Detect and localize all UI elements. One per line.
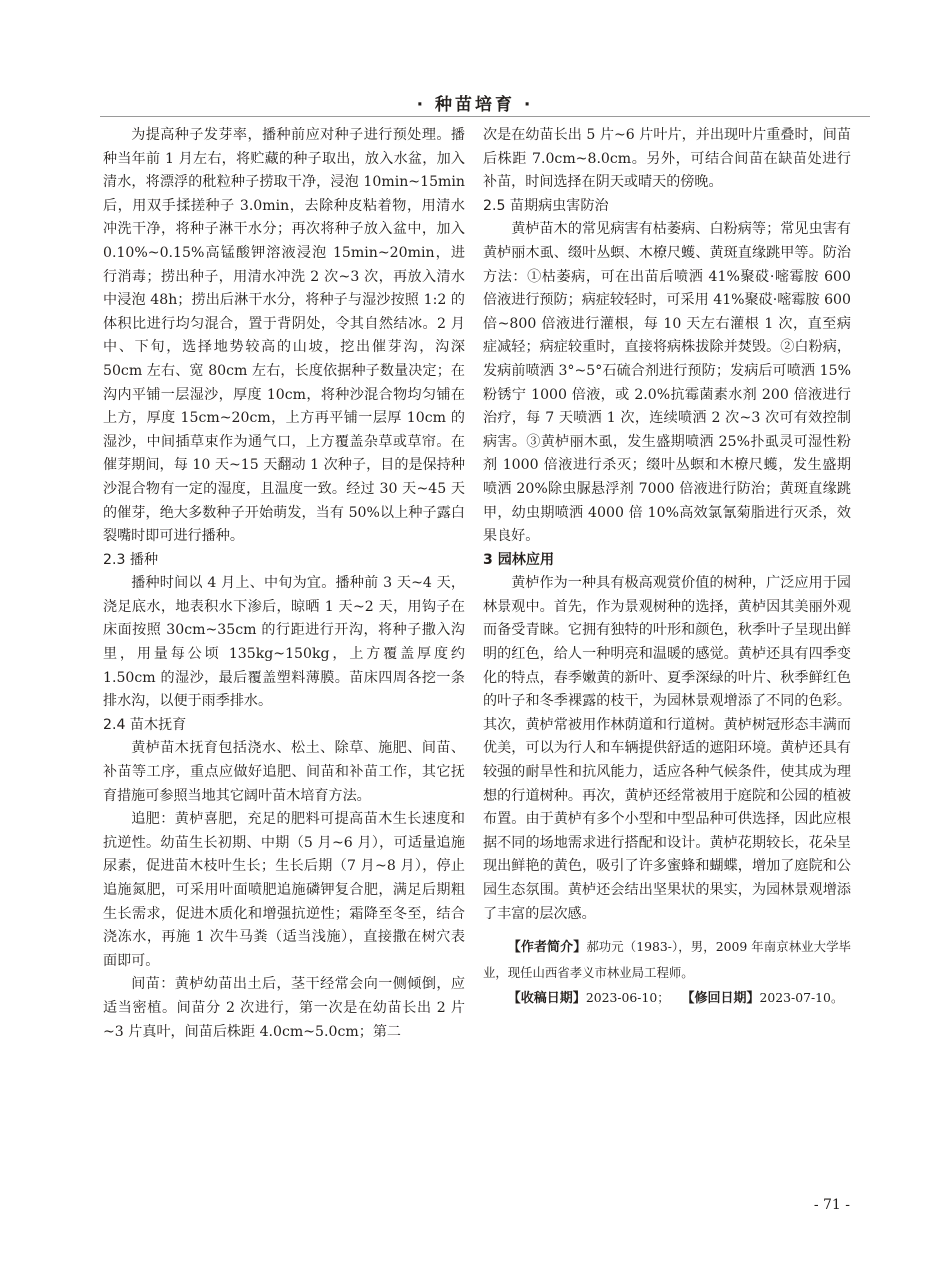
received-tag: 【收稿日期】 — [507, 991, 586, 1007]
paragraph-fertilizing: 追肥：黄栌喜肥，充足的肥料可提高苗木生长速度和抗逆性。幼苗生长初期、中期（5 月~6 月），可适量追施尿素，促进苗木枝叶生长；生长后期（7 月~8 月），停止追施氮肥，可采用叶面喷肥追施磷钾复合肥，满足后期粗生长需求，促进木质化和增强抗逆性；霜降至冬至，结合浇冻水，再施 1 次牛马粪（适当浅施），直接撒在树穴表面即可。 — [103, 811, 465, 969]
page-number: - 71 - — [813, 1197, 850, 1213]
author-note-text: 郝功元（1983-），男，2009 年南京林业大学毕业，现任山西省孝义市林业局工程师。 — [483, 939, 851, 981]
received-date: 2023-06-10； — [585, 990, 670, 1006]
revised-tag: 【修回日期】 — [681, 991, 760, 1007]
paragraph-pest-control: 黄栌苗木的常见病害有枯萎病、白粉病等；常见虫害有黄栌丽木虱、缀叶丛螟、木橑尺蠖、黄斑直缘跳甲等。防治方法：①枯萎病，可在出苗后喷洒 41%聚砹·嘧霉胺 600 倍液进行预防；病症较轻时，可采用 41%聚砹·嘧霉胺 600 倍~800 倍液进行灌根，每 10 天左右灌根 1 次，直至病症减轻；病症较重时，直接将病株拔除并焚毁。②白粉病，发病前喷洒 3°~5°石硫合剂进行预防；发病后可喷洒 15%粉锈宁 1000 倍液，或 2.0%抗霉菌素水剂 200 倍液进行治疗，每 7 天喷洒 1 次，连续喷洒 2 次~3 次可有效控制病害。③黄栌丽木虱，发生盛期喷洒 25%扑虱灵可湿性粉剂 1000 倍液进行杀灭；缀叶丛螟和木橑尺蠖，发生盛期喷洒 20%除虫脲悬浮剂 7000 倍液进行防治；黄斑直缘跳甲，幼虫期喷洒 4000 倍 10%高效氯氰菊脂进行灭杀，效果良好。 — [483, 221, 851, 545]
revised-date: 2023-07-10。 — [759, 990, 844, 1006]
heading-pest-control: 2.5 苗期病虫害防治 — [483, 197, 609, 214]
paragraph-seedling-care: 黄栌苗木抚育包括浇水、松土、除草、施肥、间苗、补苗等工序，重点应做好追肥、间苗和补苗工作，其它抚育措施可参照当地其它阔叶苗木培育方法。 — [103, 740, 465, 804]
heading-seedling-care: 2.4 苗木抚育 — [103, 716, 187, 733]
paragraph-thinning-continued: 次是在幼苗长出 5 片~6 片叶片，并出现叶片重叠时，间苗后株距 7.0cm~8.0cm。另外，可结合间苗在缺苗处进行补苗，时间选择在阴天或晴天的傍晚。 — [483, 127, 851, 191]
paragraph-garden-application: 黄栌作为一种具有极高观赏价值的树种，广泛应用于园林景观中。首先，作为景观树种的选择，黄栌因其美丽外观而备受青睐。它拥有独特的叶形和颜色，秋季叶子呈现出鲜明的红色，给人一种明亮和温暖的感觉。黄栌还具有四季变化的特点，春季嫩黄的新叶、夏季深绿的叶片、秋季鲜红色的叶子和冬季裸露的枝干，为园林景观增添了不同的色彩。其次，黄栌常被用作林荫道和行道树。黄栌树冠形态丰满而优美，可以为行人和车辆提供舒适的遮阳环境。黄栌还具有较强的耐旱性和抗风能力，适应各种气候条件，使其成为理想的行道树种。再次，黄栌还经常被用于庭院和公园的植被布置。由于黄栌有多个小型和中型品种可供选择，因此应根据不同的场地需求进行搭配和设计。黄栌花期较长，花朵呈现出鲜艳的黄色，吸引了许多蜜蜂和蝴蝶，增加了庭院和公园生态氛围。黄栌还会结出坚果状的果实，为园林景观增添了丰富的层次感。 — [483, 575, 851, 922]
header-divider — [100, 116, 870, 117]
section-header: · 种苗培育 · — [416, 95, 534, 115]
author-note — [483, 934, 851, 985]
paragraph-seed-pretreatment: 为提高种子发芽率，播种前应对种子进行预处理。播种当年前 1 月左右，将贮藏的种子取出，放入水盆，加入清水，将漂浮的秕粒种子捞取干净，浸泡 10min~15min 后，用双手揉搓种子 3.0min，去除种皮粘着物，用清水冲洗干净，将种子淋干水分；再次将种子放入盆中，加入 0.10%~0.15%高锰酸钾溶液浸泡 15min~20min，进行消毒；捞出种子，用清水冲洗 2 次~3 次，再放入清水中浸泡 48h；捞出后淋干水分，将种子与湿沙按照 1:2 的体积比进行均匀混合，置于背阴处，令其自然结冰。2 月中、下旬，选择地势较高的山坡，挖出催芽沟，沟深 50cm 左右、宽 80cm 左右，长度依据种子数量决定；在沟内平铺一层湿沙，厚度 10cm，将种沙混合物均匀铺在上方，厚度 15cm~20cm，上方再平铺一层厚 10cm 的湿沙，中间插草束作为通气口，上方覆盖杂草或草帘。在催芽期间，每 10 天~15 天翻动 1 次种子，目的是保持种沙混合物有一定的湿度，且温度一致。经过 30 天~45 天的催芽，绝大多数种子开始萌发，当有 50%以上种子露白裂嘴时即可进行播种。 — [103, 127, 465, 545]
heading-garden-application: 3 园林应用 — [483, 551, 555, 568]
right-column — [483, 124, 851, 1011]
left-column — [103, 124, 465, 1044]
dates-line — [483, 985, 851, 1011]
paragraph-thinning: 间苗：黄栌幼苗出土后，茎干经常会向一侧倾倒，应适当密植。间苗分 2 次进行，第一次是在幼苗长出 2 片~3 片真叶，间苗后株距 4.0cm~5.0cm；第二 — [103, 976, 465, 1040]
paragraph-sowing: 播种时间以 4 月上、中旬为宜。播种前 3 天~4 天，浇足底水，地表积水下渗后，晾晒 1 天~2 天，用钩子在床面按照 30cm~35cm 的行距进行开沟，将种子撒入沟里，用量每公顷 135kg~150kg，上方覆盖厚度约 1.50cm 的湿沙，最后覆盖塑料薄膜。苗床四周各挖一条排水沟，以便于雨季排水。 — [103, 575, 465, 710]
heading-sowing: 2.3 播种 — [103, 551, 159, 568]
author-note-tag: 【作者简介】 — [507, 940, 587, 956]
